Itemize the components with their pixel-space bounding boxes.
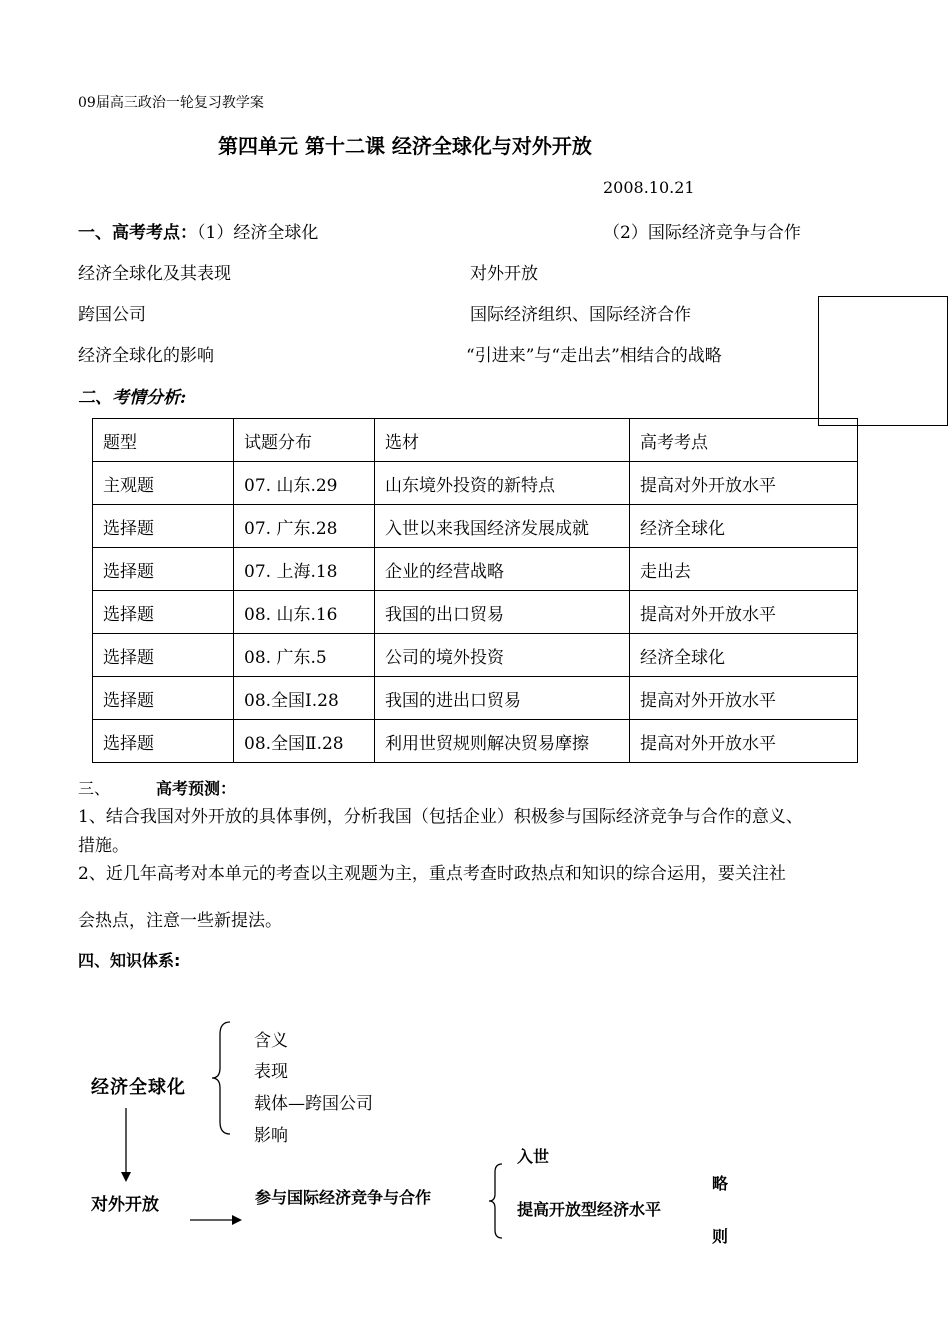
globalization-item: 载体—跨国公司 bbox=[254, 1094, 373, 1114]
table-row bbox=[93, 634, 858, 677]
table-row bbox=[93, 505, 858, 548]
section1-left-item: 经济全球化及其表现 bbox=[78, 264, 231, 284]
section3-heading: 高考预测： bbox=[156, 779, 237, 798]
section3-number: 三、 bbox=[78, 779, 111, 798]
table-cell: 走出去 bbox=[630, 548, 858, 591]
table-header-cell: 高考考点 bbox=[630, 419, 858, 462]
arrow-down-icon bbox=[118, 1108, 134, 1184]
table-cell: 选择题 bbox=[93, 505, 234, 548]
table-row bbox=[93, 548, 858, 591]
section4-heading: 四、知识体系: bbox=[78, 951, 181, 970]
analysis-table bbox=[92, 418, 858, 763]
table-row bbox=[93, 462, 858, 505]
table-cell: 08.全国Ⅰ.28 bbox=[234, 677, 375, 720]
globalization-item: 表现 bbox=[254, 1062, 288, 1082]
section1-right-item: “引进来”与“走出去”相结合的战略 bbox=[466, 346, 722, 366]
table-cell: 我国的进出口贸易 bbox=[375, 677, 630, 720]
table-row bbox=[93, 677, 858, 720]
section2-heading: 二、考情分析: bbox=[78, 388, 187, 408]
table-cell: 选择题 bbox=[93, 634, 234, 677]
table-cell: 提高对外开放水平 bbox=[630, 677, 858, 720]
table-cell: 提高对外开放水平 bbox=[630, 591, 858, 634]
globalization-brace bbox=[206, 1020, 236, 1136]
table-cell: 企业的经营战略 bbox=[375, 548, 630, 591]
arrow-right-icon bbox=[190, 1212, 244, 1228]
table-header-cell: 试题分布 bbox=[234, 419, 375, 462]
table-cell: 选择题 bbox=[93, 591, 234, 634]
prediction-2-line1: 2、近几年高考对本单元的考查以主观题为主，重点考查时政热点和知识的综合运用，要关注社 bbox=[78, 864, 786, 884]
table-row bbox=[93, 591, 858, 634]
prediction-2-line2: 会热点，注意一些新提法。 bbox=[78, 911, 282, 931]
section1-right-item: 对外开放 bbox=[470, 264, 538, 284]
table-cell: 提高对外开放水平 bbox=[630, 462, 858, 505]
table-cell: 利用世贸规则解决贸易摩擦 bbox=[375, 720, 630, 763]
globalization-item: 含义 bbox=[254, 1031, 288, 1051]
blank-box bbox=[818, 296, 948, 426]
table-row bbox=[93, 720, 858, 763]
table-cell: 选择题 bbox=[93, 720, 234, 763]
table-header-cell: 题型 bbox=[93, 419, 234, 462]
section1-line bbox=[78, 218, 318, 243]
section1-left-item: 跨国公司 bbox=[78, 305, 146, 325]
table-cell: 经济全球化 bbox=[630, 634, 858, 677]
participate-item: 提高开放型经济水平 bbox=[517, 1200, 662, 1219]
table-cell: 经济全球化 bbox=[630, 505, 858, 548]
table-cell: 07. 广东.28 bbox=[234, 505, 375, 548]
table-cell: 公司的境外投资 bbox=[375, 634, 630, 677]
table-header-row bbox=[93, 419, 858, 462]
section1-heading: 一、高考考点： bbox=[78, 223, 197, 243]
table-cell: 山东境外投资的新特点 bbox=[375, 462, 630, 505]
table-cell: 选择题 bbox=[93, 677, 234, 720]
node-globalization: 经济全球化 bbox=[91, 1077, 186, 1098]
prediction-1-line2: 措施。 bbox=[78, 836, 129, 856]
prediction-1-line1: 1、结合我国对外开放的具体事例，分析我国（包括企业）积极参与国际经济竞争与合作的意义、 bbox=[78, 807, 803, 827]
page-date: 2008.10.21 bbox=[603, 178, 695, 197]
page-title: 第四单元 第十二课 经济全球化与对外开放 bbox=[218, 134, 592, 158]
section1-right-topic: （2）国际经济竞争与合作 bbox=[603, 223, 801, 243]
table-header-cell: 选材 bbox=[375, 419, 630, 462]
node-opening: 对外开放 bbox=[91, 1195, 159, 1215]
globalization-item: 影响 bbox=[254, 1126, 288, 1146]
clipped-text-fragment: 则 bbox=[712, 1227, 729, 1246]
table-cell: 入世以来我国经济发展成就 bbox=[375, 505, 630, 548]
participate-brace bbox=[484, 1162, 508, 1240]
table-cell: 07. 山东.29 bbox=[234, 462, 375, 505]
section1-left-item: 经济全球化的影响 bbox=[78, 346, 214, 366]
node-participate: 参与国际经济竞争与合作 bbox=[255, 1188, 432, 1207]
table-cell: 提高对外开放水平 bbox=[630, 720, 858, 763]
section1-left-topic: （1）经济全球化 bbox=[197, 223, 319, 243]
section1-right-item: 国际经济组织、国际经济合作 bbox=[470, 305, 691, 325]
header-note: 09届高三政治一轮复习教学案 bbox=[78, 95, 264, 111]
table-cell: 我国的出口贸易 bbox=[375, 591, 630, 634]
table-cell: 选择题 bbox=[93, 548, 234, 591]
participate-item: 入世 bbox=[517, 1147, 550, 1166]
table-cell: 08.全国Ⅱ.28 bbox=[234, 720, 375, 763]
table-cell: 07. 上海.18 bbox=[234, 548, 375, 591]
clipped-text-fragment: 略 bbox=[712, 1174, 729, 1193]
table-cell: 08. 山东.16 bbox=[234, 591, 375, 634]
table-cell: 08. 广东.5 bbox=[234, 634, 375, 677]
table-cell: 主观题 bbox=[93, 462, 234, 505]
